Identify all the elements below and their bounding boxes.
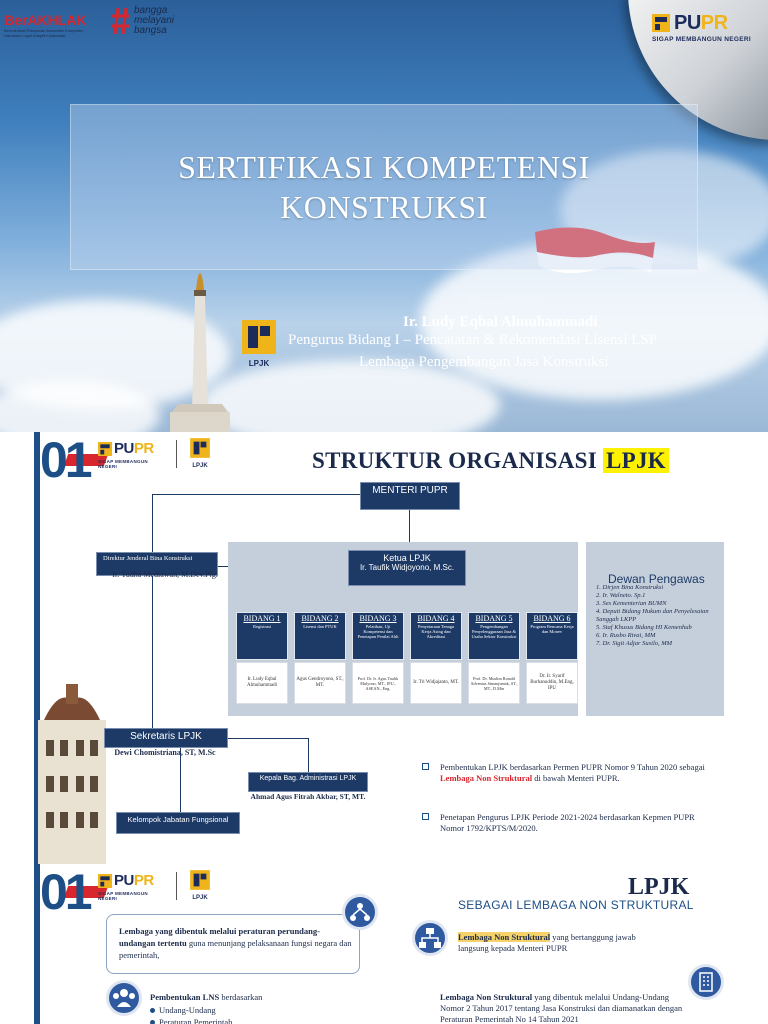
pupr-wordmark (114, 873, 154, 889)
slide-title: LPJK (628, 874, 690, 900)
dewan-member: 6. Ir. Rusbo Rivai, MM (596, 632, 656, 639)
pupr-word-pr: PR (133, 440, 154, 457)
note-kepmen-text: Penetapan Pengurus LPJK Periode 2021-2024 berdasarkan Kepmen PUPR Nomor 1792/KPTS/M/2020. (440, 812, 695, 833)
lpjk-logo-text: LPJK (192, 463, 208, 469)
hierarchy-glyph-icon (415, 923, 445, 953)
slide-title-line2: KONSTRUKSI (280, 189, 488, 225)
bidang-person: Ir. Tri Widjajanto, MT. (410, 662, 462, 704)
org-line (228, 738, 308, 739)
org-line (180, 748, 181, 812)
bidang-box (352, 612, 404, 660)
bullet-uu-text: Undang-Undang (159, 1005, 216, 1015)
bidang-person: Prof. Dr. Ir. Agus Taufik Mulyono, MT., IPU., ASEAN., Eng. (352, 662, 404, 704)
slide-title-line1: SERTIFIKASI KOMPETENSI (178, 149, 590, 185)
definition-bold: Lembaga yang dibentuk melalui peraturan perundang-undangan tertentu (119, 926, 320, 948)
berakhlak-tagline: Berorientasi Pelayanan Akuntabel Kompeten Harmonis Loyal Adaptif Kolaboratif (4, 28, 84, 38)
pupr-wordmark (674, 13, 728, 33)
ketua-title: Ketua LPJK (383, 553, 431, 563)
note-kepmen (440, 812, 710, 834)
left-accent-bar (0, 432, 38, 864)
definition-rest: guna menunjang pelaksanaan fungsi negara dan pemerintah, (119, 938, 352, 960)
lpjk-logo (186, 870, 214, 902)
org-line (152, 494, 360, 495)
bidang-title: BIDANG 4 (417, 614, 455, 623)
pembentukan-lns-text (150, 992, 262, 1003)
ketua-box (348, 550, 466, 586)
bangga-line2: melayani (134, 15, 175, 26)
presenter-role: Pengurus Bidang I – Pencatatan & Rekomendasi Lisensi LSP (288, 332, 658, 348)
bidang-box (294, 612, 346, 660)
presented-by-label: Disampaikan oleh: (469, 296, 545, 307)
dirjen-box: Direktur Jenderal Bina Konstruksi (96, 552, 218, 576)
menteri-box: MENTERI PUPR (360, 482, 460, 510)
lns-responsibility-text (458, 932, 658, 954)
bangga-line1: bangga (134, 5, 168, 16)
bidang-person: Agus Gendroyono, ST., MT. (294, 662, 346, 704)
dewan-member: 1. Dirjen Bina Konstruksi (596, 584, 664, 591)
group-glyph-icon (109, 983, 139, 1013)
pupr-wordmark (114, 441, 154, 457)
kabag-box: Kepala Bag. Administrasi LPJK (248, 772, 368, 792)
pupr-emblem-icon (652, 14, 670, 32)
definition-text (119, 925, 355, 961)
presenter-organization: Lembaga Pengembangan Jasa Konstruksi (359, 354, 609, 370)
pupr-logo (98, 872, 168, 900)
dirjen-name: Ir. Yudha Mediawan, M.Dev.Plg. (112, 570, 218, 579)
dewan-member: 7. Dr. Sigit Adjar Susilo, MM (596, 640, 673, 647)
lpjk-logo-text: LPJK (248, 359, 270, 368)
note-permen-highlight: Lembaga Non Struktural (440, 773, 533, 783)
logo-divider (176, 872, 177, 900)
note-permen (440, 762, 710, 784)
section-number: 01 (40, 432, 90, 488)
org-line (308, 738, 309, 772)
logo-divider (176, 440, 177, 468)
bidang-box (468, 612, 520, 660)
kabag-name: Ahmad Agus Fitrah Akbar, ST, MT. (250, 792, 366, 801)
lpjk-logo-text: LPJK (192, 895, 208, 901)
bidang-title: BIDANG 2 (301, 614, 339, 623)
dewan-pengawas-title: Dewan Pengawas (608, 572, 705, 586)
org-line (152, 494, 153, 728)
bullet-uu (150, 1004, 216, 1016)
dewan-members-list (596, 584, 720, 648)
note-permen-text-end: di bawah Menteri PUPR. (532, 773, 620, 783)
slide-title-main: STRUKTUR ORGANISASI (312, 448, 604, 473)
lns2-bold: Lembaga Non Struktural (440, 992, 533, 1002)
bidang-title: BIDANG 6 (533, 614, 571, 623)
sekretaris-name: Dewi Chomistriana, ST, M.Sc (114, 748, 216, 757)
dewan-member: 5. Staf Khusus Bidang HI Kemenhub (596, 624, 692, 631)
slide-title (312, 448, 669, 474)
bidang-desc: Program Rencana Kerja dan Monev (530, 624, 574, 634)
network-icon (342, 894, 378, 930)
lpjk-logo (240, 320, 278, 368)
pupr-word-pr: PR (133, 872, 154, 889)
pupr-tagline: SIGAP MEMBANGUN NEGERI (98, 891, 148, 901)
bidang-title: BIDANG 3 (359, 614, 397, 623)
section-number: 01 (40, 864, 90, 920)
pupr-logo (652, 12, 757, 48)
pupr-tagline: SIGAP MEMBANGUN NEGERI (98, 459, 148, 469)
dewan-pengawas-panel (586, 542, 724, 716)
bullet-pp (150, 1016, 232, 1024)
sekretaris-box: Sekretaris LPJK (104, 728, 228, 748)
monas-monument-image (170, 262, 230, 432)
lns-rest: yang bertanggung jawab langsung kepada Menteri PUPR (458, 932, 636, 953)
berakhlak-logo (4, 6, 100, 42)
bidang-person: Dr. Ir. Syarif Burhanuddin, M.Eng, IPU (526, 662, 578, 704)
bidang-box (410, 612, 462, 660)
lns-bold: Lembaga Non Struktural (458, 932, 551, 942)
lns2-rest: yang dibentuk melalui Undang-Undang Nomor 2 Tahun 2017 tentang Jasa Konstruksi dan diamanatkan dengan Peraturan Pemerintah No 14 Tahun 2021 (440, 992, 683, 1024)
bullet-square-icon (422, 763, 429, 770)
pembentukan-bold: Pembentukan LNS (150, 992, 220, 1002)
ketua-name: Ir. Taufik Widjoyono, M.Sc. (359, 563, 455, 572)
bangga-hash-icon (112, 6, 132, 36)
dewan-member: 2. Ir. Walneto. Sp.1 (596, 592, 646, 599)
pupr-word-pu: PU (114, 440, 134, 457)
kelompok-jabatan-fungsional-box: Kelompok Jabatan Fungsional (116, 812, 240, 834)
pupr-logo (98, 440, 168, 468)
org-structure-slide (0, 432, 768, 864)
building-glyph-icon (691, 967, 721, 997)
presenter-name: Ir. Ludy Eqbal Almuhammadi (403, 314, 598, 330)
bidang-title: BIDANG 1 (243, 614, 281, 623)
colonial-building-image (38, 680, 106, 864)
bidang-box (526, 612, 578, 660)
bidang-desc: Pelatihan, Uji Kompetensi dan Penetapan Penilai Ahli (357, 624, 399, 639)
bidang-title: BIDANG 5 (475, 614, 513, 623)
bidang-person: Prof. Dr. Muslim Ronald Adventus Simanjuntak, ST., MT., D.Min (468, 662, 520, 704)
lpjk-emblem-icon (189, 870, 211, 890)
lpjk-emblem-icon (189, 438, 211, 458)
bangga-line3: bangsa (134, 25, 167, 36)
definition-card (106, 914, 360, 974)
bidang-desc: Lisensi dan PTUK (303, 624, 337, 629)
bullet-pp-text: Peraturan Pemerintah (159, 1017, 233, 1024)
dewan-member: 3. Ses Kementerian BUMN (596, 600, 667, 607)
lpjk-logo (186, 438, 214, 470)
network-glyph-icon (345, 897, 375, 927)
slide-title (178, 147, 590, 227)
left-accent-bar (0, 864, 38, 1024)
lns-legal-basis-text (440, 992, 688, 1024)
bidang-box (236, 612, 288, 660)
group-icon (106, 980, 142, 1016)
dewan-member: 4. Deputi Bidang Hukum dan Penyelesaian Sanggah LKPP (596, 608, 709, 623)
slide-subtitle: SEBAGAI LEMBAGA NON STRUKTURAL (458, 898, 694, 912)
bidang-person: Ir. Ludy Eqbal Almuhammadi (236, 662, 288, 704)
pupr-word-pr: PR (700, 12, 728, 34)
building-icon (688, 964, 724, 1000)
bidang-desc: Penyetaraan Tenaga Kerja Asing dan Akreditasi (418, 624, 454, 639)
pupr-word-pu: PU (114, 872, 134, 889)
bidang-desc: Pengembangan Penyelenggaraan Jasa & Usaha Sektor Konstruksi (471, 624, 517, 639)
bullet-square-icon (422, 813, 429, 820)
pupr-tagline: SIGAP MEMBANGUN NEGERI (652, 36, 751, 43)
pembentukan-rest: berdasarkan (219, 992, 263, 1002)
pupr-word-pu: PU (674, 12, 701, 34)
title-slide (0, 0, 768, 432)
title-box (70, 104, 698, 270)
lpjk-emblem-icon (240, 320, 278, 354)
bidang-desc: Registrasi (253, 624, 271, 629)
lns-slide (0, 864, 768, 1024)
berakhlak-word: BerAKHLAK (4, 12, 87, 28)
pupr-emblem-icon (98, 874, 112, 888)
slide-title-highlight: LPJK (603, 448, 669, 473)
hierarchy-icon (412, 920, 448, 956)
pupr-emblem-icon (98, 442, 112, 456)
note-permen-text: Pembentukan LPJK berdasarkan Permen PUPR Nomor 9 Tahun 2020 sebagai (440, 762, 705, 772)
bangga-melayani-bangsa-logo (112, 4, 192, 42)
